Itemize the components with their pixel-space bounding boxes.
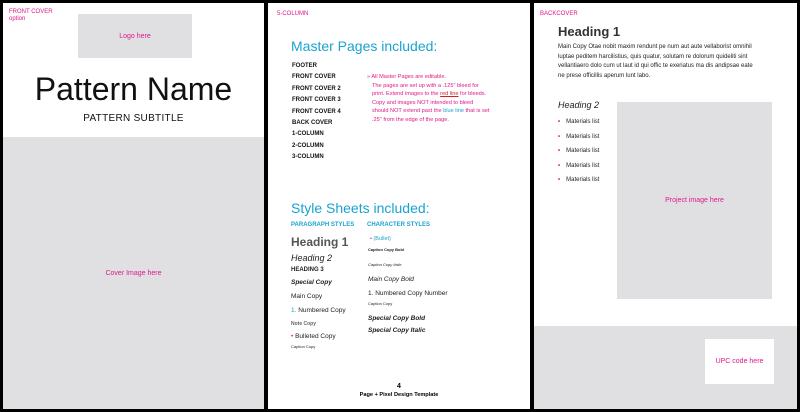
notes-text: The pages are set up with a .125" bleed for print. Extend images to the [372, 82, 479, 98]
bullet-icon: • [558, 162, 561, 169]
logo-placeholder[interactable]: Logo here [78, 14, 192, 58]
bullet-icon: • [370, 236, 372, 242]
page-label: FRONT COVER option [9, 9, 53, 22]
style-numbered-copy [291, 307, 346, 314]
cover-image-placeholder[interactable]: Cover Image here [3, 137, 264, 409]
list-item: 3-COLUMN [292, 154, 324, 161]
bullet-icon: • [558, 133, 561, 140]
style-sheets-heading: Style Sheets included: [291, 200, 430, 216]
material-label: Materials list [566, 162, 600, 169]
list-item: FOOTER [292, 63, 317, 69]
bullet-icon: • [558, 177, 561, 184]
master-pages-list [292, 61, 341, 164]
style-main-copy: Main Copy [291, 293, 323, 300]
material-label: Materials list [566, 119, 600, 125]
character-styles-heading: CHARACTER STYLES [367, 222, 431, 228]
front-cover-page [3, 3, 264, 409]
style-bulleted-copy [291, 333, 336, 340]
notes-text: that is set .25" from the edge of the page. [372, 108, 490, 123]
bullet-icon: • [558, 148, 561, 155]
list-item [558, 159, 599, 174]
blue-line-text: blue line [443, 108, 464, 115]
style-heading-2: Heading 2 [291, 253, 333, 263]
bullet-icon: • [291, 333, 294, 340]
char-caption: Caption Copy [368, 301, 393, 306]
master-pages-heading: Master Pages included: [291, 38, 438, 54]
bulleted-text: Bulleted Copy [295, 333, 336, 340]
char-caption-italic: Caption Copy Italic [368, 262, 402, 267]
material-label: Materials list [566, 148, 600, 155]
back-heading-1: Heading 1 [558, 24, 621, 39]
style-heading-3: HEADING 3 [291, 267, 324, 273]
list-item: BACK COVER [292, 120, 333, 127]
char-caption-bold: Caption Copy Bold [368, 247, 404, 252]
bullet-icon: • [558, 119, 561, 125]
list-item [558, 115, 599, 130]
back-heading-2: Heading 2 [558, 100, 600, 110]
notes-text: for bleeds. Copy and images NOT intended to bleed should NOT extend past the [372, 91, 487, 115]
project-image-placeholder[interactable]: Project image here [617, 102, 772, 299]
footer-name: Page + Pixel Design Template [359, 392, 439, 398]
materials-list [558, 115, 599, 188]
char-main-bold: Main Copy Bold [368, 276, 414, 283]
char-special-italic: Special Copy Italic [368, 327, 426, 334]
notes-lead: » All Master Pages are editable. [367, 74, 446, 80]
number-marker: 1. [291, 307, 297, 314]
char-bullet [370, 236, 391, 242]
page-number: 4 [397, 383, 401, 390]
list-item: FRONT COVER 4 [292, 108, 341, 115]
material-label: Materials list [566, 133, 600, 140]
style-guide-page [268, 3, 530, 409]
pattern-subtitle: PATTERN SUBTITLE [83, 113, 184, 124]
style-special-copy: Special Copy [291, 279, 332, 286]
red-line-text: red line [440, 91, 459, 98]
material-label: Materials list [566, 177, 600, 184]
list-item: 2-COLUMN [292, 142, 324, 149]
pattern-title: Pattern Name [34, 71, 233, 107]
page-label: 5-COLUMN [277, 11, 309, 17]
paragraph-styles-heading: PARAGRAPH STYLES [291, 222, 355, 228]
list-item: FRONT COVER 3 [292, 97, 341, 104]
list-item [558, 144, 599, 159]
list-item: 1-COLUMN [292, 131, 324, 138]
list-item: FRONT COVER [292, 74, 336, 81]
style-note-copy: Note Copy [291, 321, 316, 327]
list-item: FRONT COVER 2 [292, 85, 341, 92]
back-cover-page [534, 3, 797, 409]
page-label: BACKCOVER [540, 11, 578, 17]
upc-code-placeholder[interactable]: UPC code here [705, 339, 774, 384]
char-special-bold: Special Copy Bold [368, 315, 426, 322]
bullet-text: (Bullet) [373, 236, 391, 242]
style-caption-copy: Caption Copy [291, 344, 316, 349]
back-main-copy: Main Copy Otae nobit maxim rendunt pe num aut aute vellaborist omnihil luptae peditem harcilistius, quis quatur, solutam re dolorum quideliti sint vellantiaero dolo cum ut laut id qui offic te exeriatus ma dis andipsae eate ne prese officillis aperum lunt labo. [558, 44, 753, 79]
master-pages-notes [367, 73, 490, 125]
numbered-text: Numbered Copy [298, 307, 346, 314]
list-item [558, 130, 599, 145]
char-numbered-bold: 1. Numbered Copy Number [368, 290, 448, 297]
notes-body [367, 82, 490, 125]
list-item [558, 173, 599, 188]
style-heading-1: Heading 1 [291, 235, 349, 249]
